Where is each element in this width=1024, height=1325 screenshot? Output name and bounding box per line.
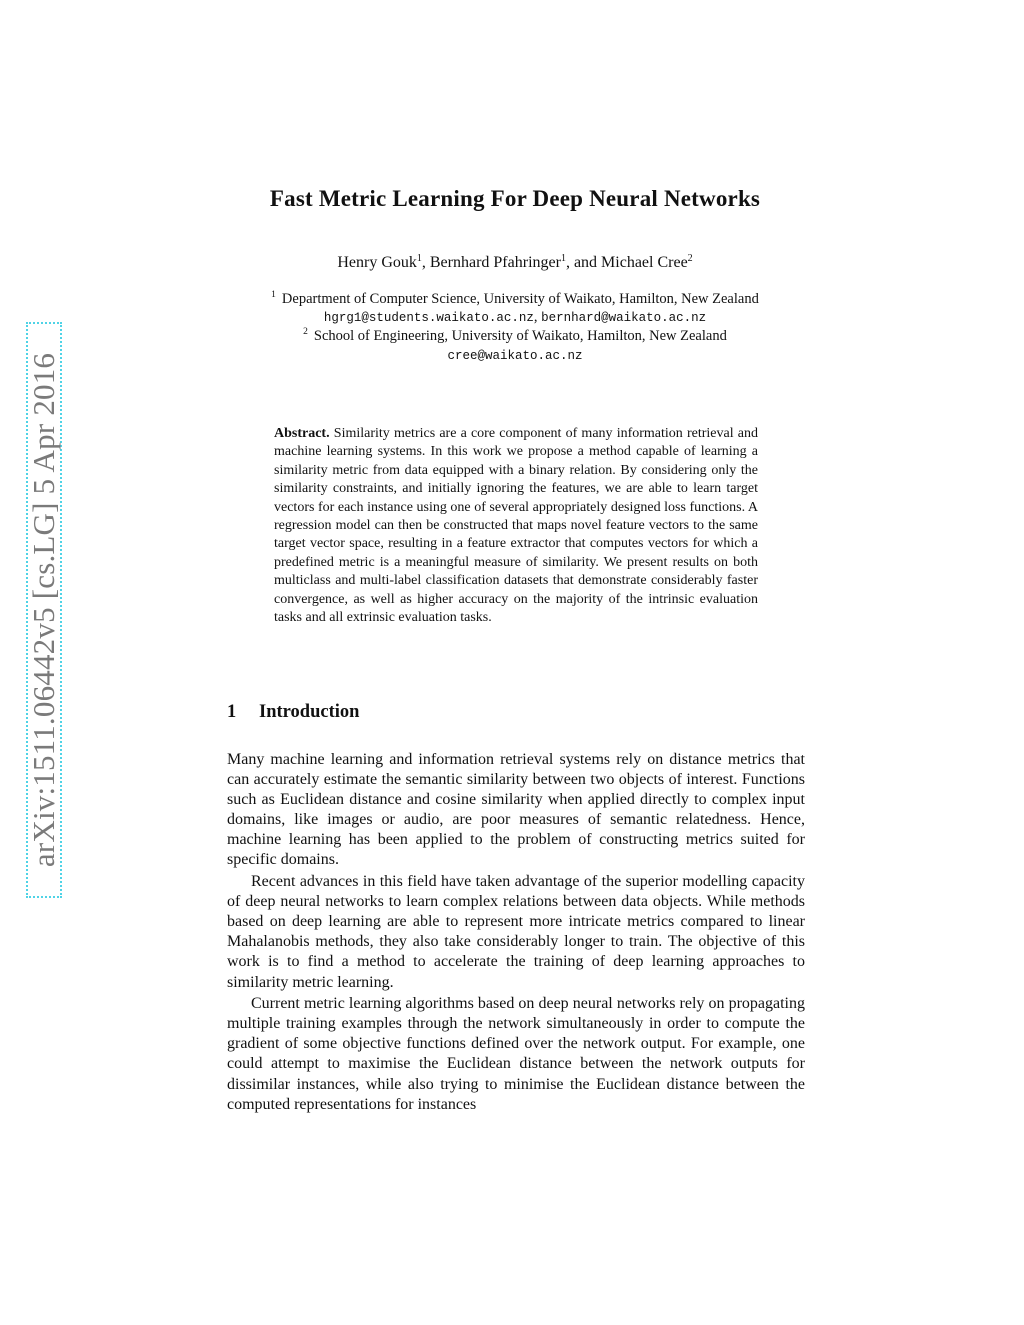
- arxiv-stamp: [26, 322, 66, 902]
- paper-title: Fast Metric Learning For Deep Neural Networks: [269, 186, 761, 211]
- author-list: [0, 254, 1024, 272]
- author-name: Michael Cree: [601, 254, 688, 271]
- author-affil-mark: 2: [687, 253, 693, 264]
- affiliation-2: [0, 327, 1024, 345]
- abstract-text: Similarity metrics are a core component of many information retrieval and machine learning systems. In this work we propose a method capable of learning a similarity metric from data equipped with a binary relation. By considering only the similarity constraints, and initially ignoring the features, we are able to learn target vectors for each instance using one of several appropriately designed loss functions. A regression model can then be constructed that maps novel feature vectors to the same target vector space, resulting in a feature extractor that computes vectors for which a predefined metric is a meaningful measure of similarity. We present results on both multiclass and multi-label classification datasets that demonstrate considerably faster convergence, as well as higher accuracy on the majority of the intrinsic evaluation tasks and all extrinsic evaluation tasks.: [274, 426, 758, 626]
- email-separator: ,: [533, 309, 542, 325]
- affiliation-2-emails: [0, 346, 1024, 365]
- affiliation-1: [0, 290, 1024, 308]
- abstract: [274, 425, 758, 627]
- abstract-label: Abstract.: [274, 426, 330, 441]
- section-heading: [227, 702, 359, 723]
- paragraph: Recent advances in this field have taken advantage of the superior modelling capacity of deep neural networks to learn complex relations between data objects. While methods based on deep learning are able to represent more intricate metrics compared to linear Mahalanobis methods, they also take considerably longer to train. The objective of this work is to find a method to accelerate the training of deep learning approaches to similarity metric learning.: [227, 873, 805, 991]
- affiliation-1-emails: [0, 308, 1024, 327]
- affiliation-text: Department of Computer Science, University of Waikato, Hamilton, New Zealand: [281, 291, 759, 307]
- paragraph: Many machine learning and information retrieval systems rely on distance metrics that can accurately estimate the semantic similarity between two objects of interest. Functions such as Euclidean distance and cosine similarity when applied directly to complex input domains, like images or audio, are poor measures of semantic relatedness. Hence, machine learning has been applied to the problem of constructing metrics suited for specific domains.: [227, 751, 805, 869]
- author-separator: , and: [565, 254, 602, 271]
- affiliation-number: 2: [303, 327, 308, 337]
- arxiv-stamp-text: arXiv:1511.06442v5 [cs.LG] 5 Apr 2016: [26, 352, 61, 868]
- author-affil-mark: 1: [416, 253, 422, 264]
- author-name: Bernhard Pfahringer: [429, 254, 561, 271]
- email-link[interactable]: cree@waikato.ac.nz: [447, 349, 583, 363]
- section-body: [227, 750, 805, 1115]
- author-separator: ,: [421, 254, 430, 271]
- email-link[interactable]: bernhard@waikato.ac.nz: [541, 311, 707, 325]
- affiliation-number: 1: [271, 290, 276, 300]
- author-name: Henry Gouk: [337, 254, 417, 271]
- paragraph: Current metric learning algorithms based on deep neural networks rely on propagating multiple training examples through the network simultaneously in order to compute the gradient of some objective functions defined over the network output. For example, one could attempt to maximise the Euclidean distance between the network outputs for dissimilar instances, while also trying to minimise the Euclidean distance between the computed representations for instances: [227, 995, 805, 1113]
- author-affil-mark: 1: [560, 253, 566, 264]
- email-link[interactable]: hgrg1@students.waikato.ac.nz: [323, 311, 534, 325]
- affiliation-text: School of Engineering, University of Waikato, Hamilton, New Zealand: [313, 328, 727, 344]
- section-title: Introduction: [259, 702, 360, 722]
- section-number: 1: [227, 702, 237, 722]
